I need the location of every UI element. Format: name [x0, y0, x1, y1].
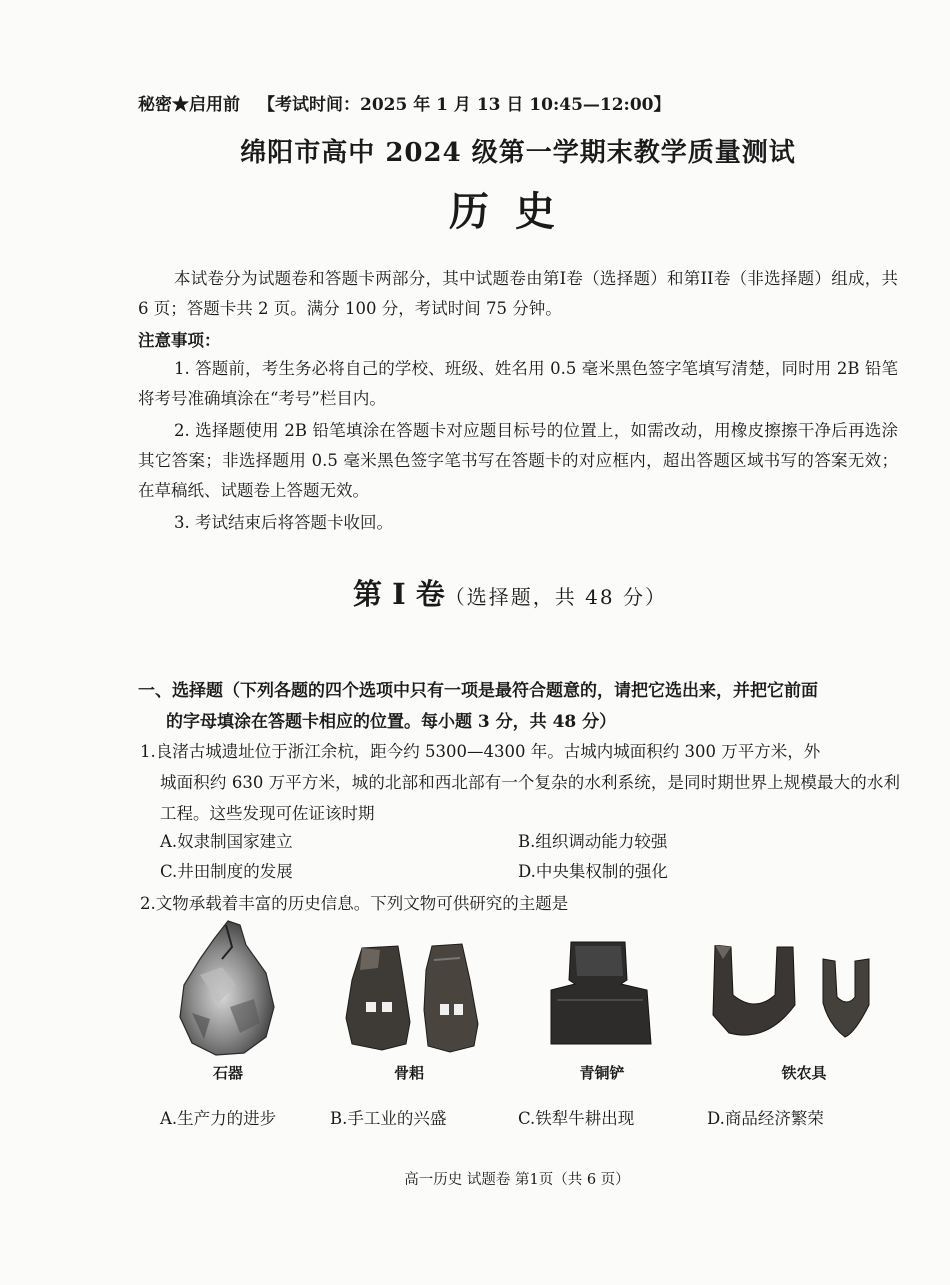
- q2-option-a: A.生产力的进步: [160, 1109, 277, 1128]
- q2-option-b: B.手工业的兴盛: [330, 1109, 447, 1128]
- stone-tool-image: [170, 915, 280, 1060]
- question-1-line-2: 城面积约 630 万平方米，城的北部和西北部有一个复杂的水利系统，是同时期世界上规模最大的水利工程。这些发现可佐证该时期: [160, 773, 900, 823]
- q2-option-d: D.商品经济繁荣: [707, 1109, 824, 1128]
- bone-spade-image: [340, 940, 490, 1055]
- q2-option-c: C.铁犁牛耕出现: [518, 1109, 635, 1128]
- exam-header-line: [138, 90, 671, 115]
- section-note: （选择题，共 48 分）: [444, 585, 667, 609]
- q1-option-d: D.中央集权制的强化: [518, 862, 668, 881]
- question-1-line-1: 1.良渚古城遗址位于浙江余杭，距今约 5300—4300 年。古城内城面积约 300 万平方米，外: [140, 742, 821, 761]
- q1-option-b: B.组织调动能力较强: [518, 832, 668, 851]
- caption-bronze-shovel: 青铜铲: [579, 1064, 625, 1082]
- notice-item-2: 2. 选择题使用 2B 铅笔填涂在答题卡对应题目标号的位置上，如需改动，用橡皮擦擦干净后再选涂其它答案；非选择题用 0.5 毫米黑色签字笔书写在答题卡的对应框内，超出答题区域书写的答案无效；在草稿纸、试题卷上答题无效。: [138, 421, 898, 500]
- caption-bone-spade: 骨耜: [393, 1064, 424, 1082]
- notice-heading: 注意事项：: [138, 331, 221, 350]
- part-heading-line-2: 的字母填涂在答题卡相应的位置。每小题 3 分，共 48 分）: [166, 712, 617, 732]
- section-title: [0, 572, 950, 613]
- intro-paragraph: 本试卷分为试题卷和答题卡两部分，其中试题卷由第I卷（选择题）和第II卷（非选择题）组成，共 6 页；答题卡共 2 页。满分 100 分，考试时间 75 分钟。: [138, 269, 898, 318]
- q1-option-a: A.奴隶制国家建立: [160, 832, 293, 851]
- caption-iron-tools: 铁农具: [781, 1064, 827, 1082]
- bronze-shovel-image: [545, 940, 655, 1052]
- question-1-stem: [140, 736, 900, 829]
- notice-item-1: 1. 答题前，考生务必将自己的学校、班级、姓名用 0.5 毫米黑色签字笔填写清楚，同时用 2B 铅笔将考号准确填涂在“考号”栏目内。: [138, 359, 898, 408]
- subject-title: 历史: [449, 188, 581, 235]
- q1-option-c: C.井田制度的发展: [160, 862, 293, 881]
- iron-tools-image: [705, 945, 885, 1045]
- exam-title: 绵阳市高中 2024 级第一学期末教学质量测试: [240, 138, 796, 168]
- caption-stone-tool: 石器: [212, 1064, 243, 1082]
- exam-time: 【考试时间：2025 年 1 月 13 日 10:45—12:00】: [258, 95, 671, 115]
- part-heading: [138, 676, 898, 738]
- notice-item-3: 3. 考试结束后将答题卡收回。: [174, 513, 393, 532]
- section-label: 第 I 卷: [353, 577, 445, 611]
- secret-label: 秘密★启用前: [138, 95, 240, 115]
- question-2-stem: 2.文物承载着丰富的历史信息。下列文物可供研究的主题是: [140, 894, 569, 913]
- page-footer: 高一历史 试题卷 第1页（共 6 页）: [404, 1172, 630, 1188]
- part-heading-line-1: 一、选择题（下列各题的四个选项中只有一项是最符合题意的，请把它选出来，并把它前面: [138, 681, 818, 701]
